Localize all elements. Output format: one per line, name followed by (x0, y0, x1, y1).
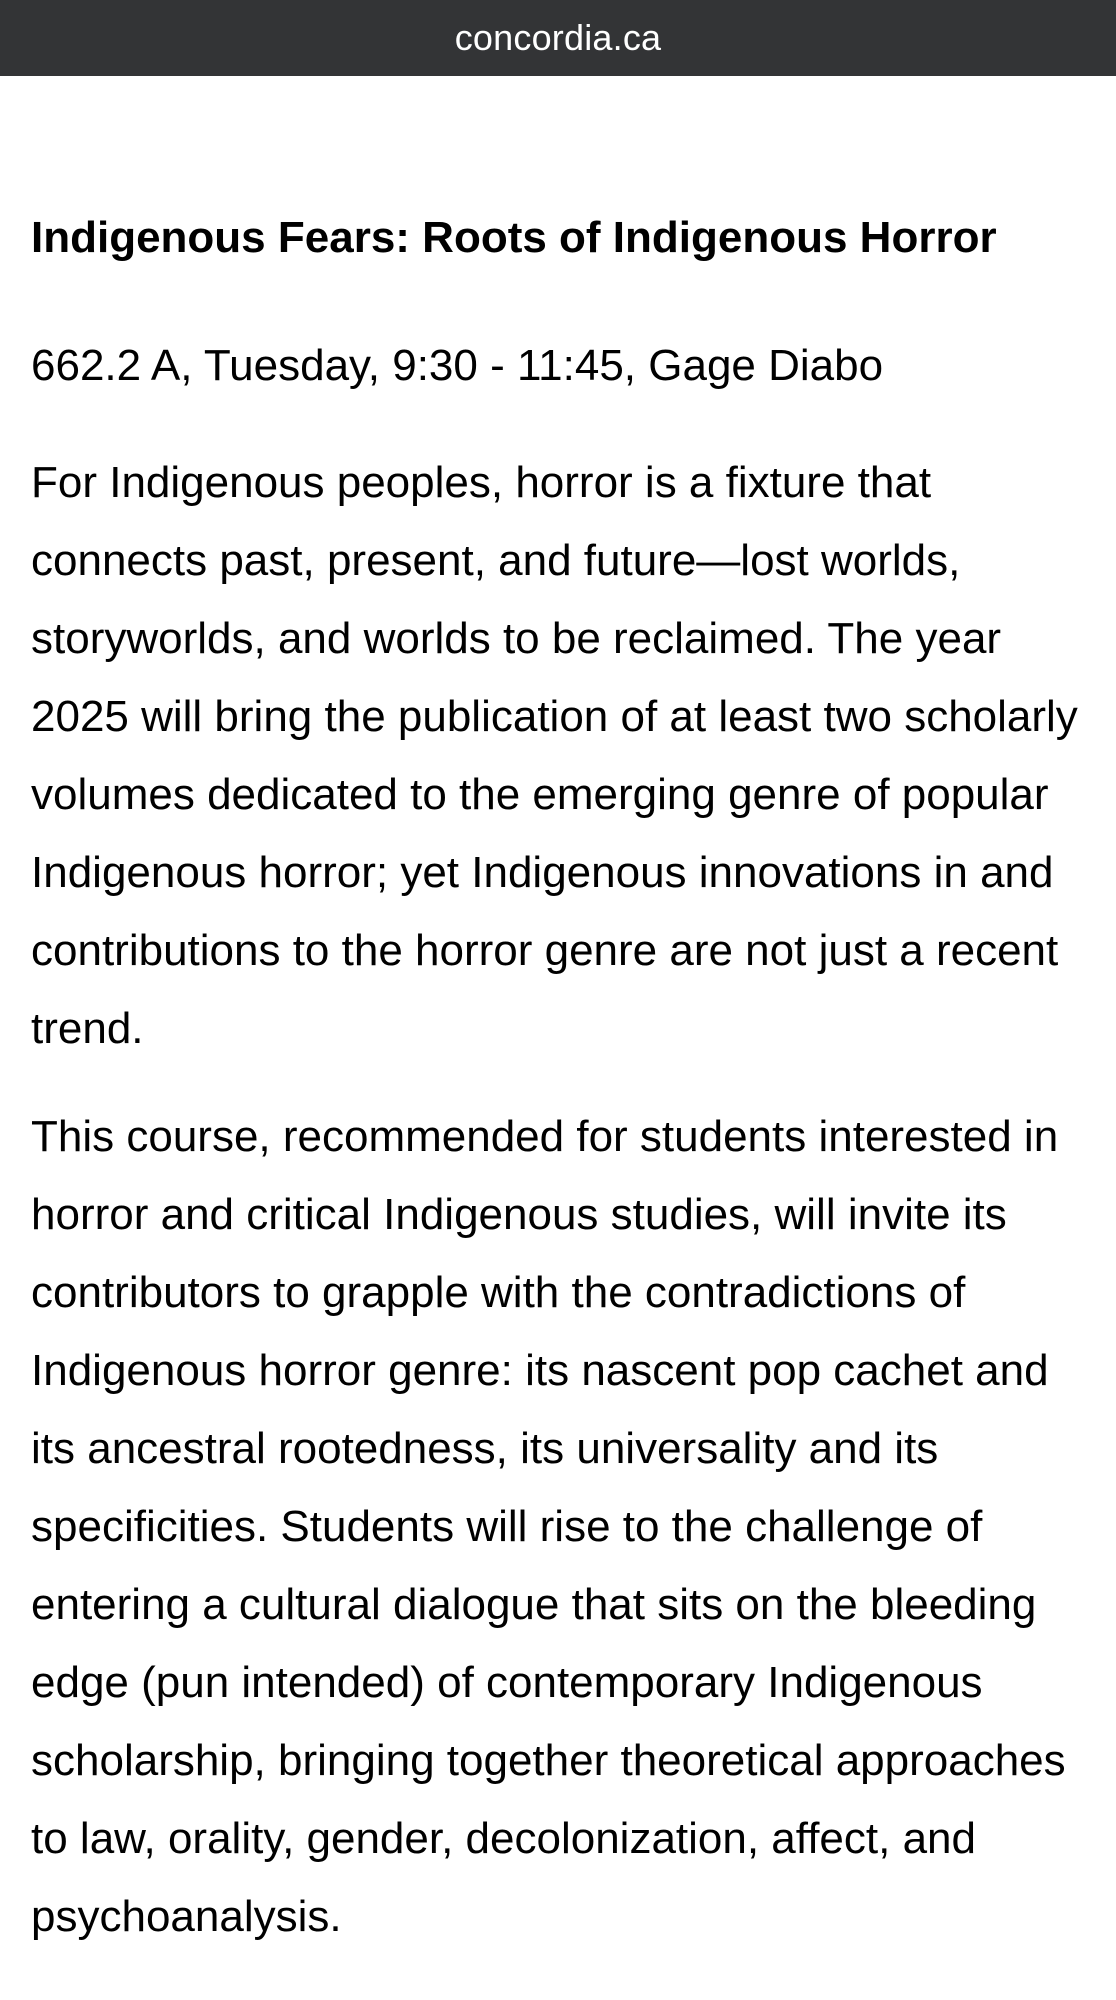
browser-url-bar[interactable] (0, 0, 1116, 76)
url-domain-text[interactable]: concordia.ca (454, 17, 662, 58)
course-paragraph-2: This course, recommended for students interested in horror and critical Indigenous studies, will invite its contributors to grapple with the contradictions of Indigenous horror genre: its nascent pop cachet and its ancestral rootedness, its universality and its specificities. Students will rise to the challenge of entering a cultural dialogue that sits on the bleeding edge (pun intended) of contemporary Indigenous scholarship, bringing together theoretical approaches to law, orality, gender, decolonization, affect, and psychoanalysis. (31, 1112, 1066, 1941)
course-meta: 662.2 A, Tuesday, 9:30 - 11:45, Gage Diabo (31, 341, 884, 390)
course-title: Indigenous Fears: Roots of Indigenous Horror (31, 213, 997, 262)
course-paragraph-1: For Indigenous peoples, horror is a fixture that connects past, present, and future—lost worlds, storyworlds, and worlds to be reclaimed. The year 2025 will bring the publication of at least two scholarly volumes dedicated to the emerging genre of popular Indigenous horror; yet Indigenous innovations in and contributions to the horror genre are not just a recent trend. (31, 458, 1078, 1053)
course-description (31, 208, 1091, 1956)
